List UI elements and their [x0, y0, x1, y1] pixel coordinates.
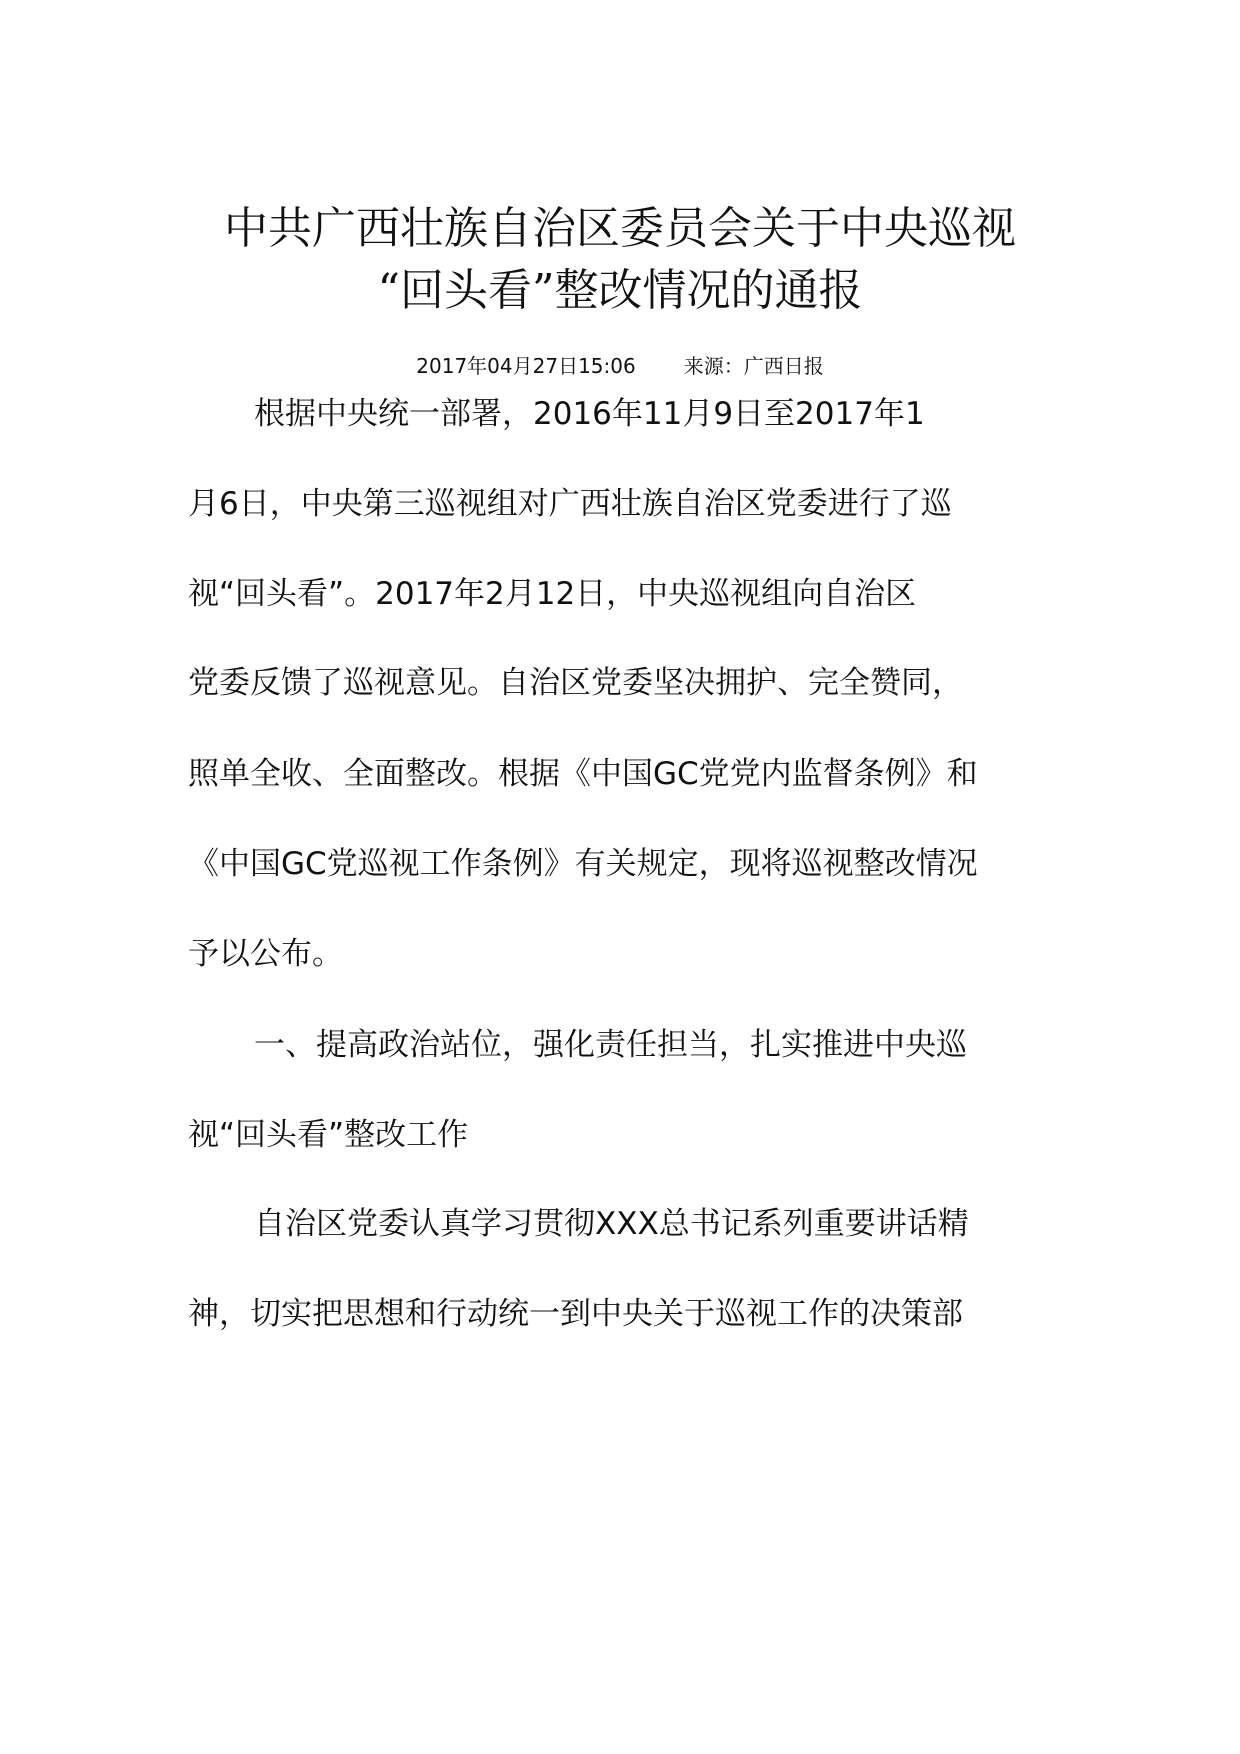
body-line: 自治区党委认真学习贯彻XXX总书记系列重要讲话精	[254, 1206, 969, 1242]
body-line: 视“回头看”。2017年2月12日，中央巡视组向自治区	[188, 576, 917, 612]
body-line: 党委反馈了巡视意见。自治区党委坚决拥护、完全赞同，	[188, 665, 963, 701]
section-heading-line: 一、提高政治站位，强化责任担当，扎实推进中央巡	[254, 1027, 967, 1063]
publication-meta	[0, 352, 1240, 380]
body-line: 月6日，中央第三巡视组对广西壮族自治区党委进行了巡	[188, 486, 952, 522]
body-line: 根据中央统一部署，2016年11月9日至2017年1	[254, 396, 925, 432]
section-heading-line: 视“回头看”整改工作	[188, 1117, 469, 1153]
document-title-line-1: 中共广西壮族自治区委员会关于中央巡视	[224, 203, 1016, 254]
body-line: 《中国GC党巡视工作条例》有关规定，现将巡视整改情况	[188, 846, 978, 882]
document-title-line-2: “回头看”整改情况的通报	[377, 265, 863, 316]
publication-source: 来源：广西日报	[683, 354, 824, 378]
body-line: 神，切实把思想和行动统一到中央关于巡视工作的决策部	[188, 1296, 963, 1332]
body-line: 予以公布。	[188, 936, 343, 972]
body-line: 照单全收、全面整改。根据《中国GC党党内监督条例》和	[188, 756, 978, 792]
publication-date: 2017年04月27日15:06	[416, 354, 636, 378]
